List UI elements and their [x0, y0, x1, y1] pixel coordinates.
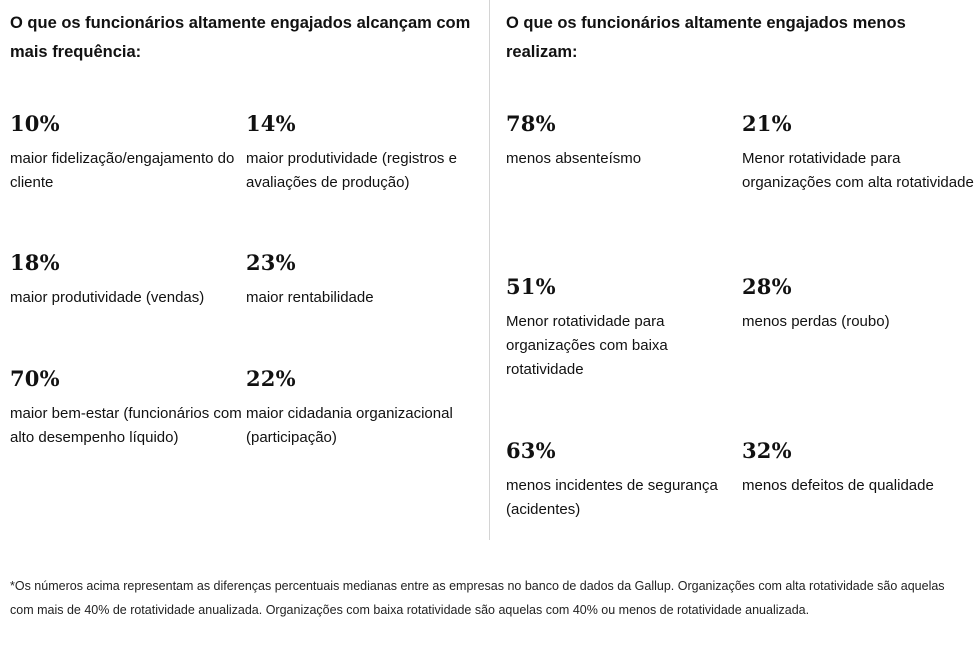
stat-description: maior produtividade (vendas): [10, 289, 205, 306]
stat-value: 22%: [246, 366, 296, 391]
stat-value: 23%: [246, 250, 296, 275]
stat-description: Menor rotatividade para organizações com alta rotatividade: [742, 150, 974, 191]
stat-value: 70%: [10, 366, 60, 391]
stat-value: 32%: [742, 438, 792, 463]
stat-block: [506, 112, 738, 171]
stat-block: [10, 251, 242, 310]
stat-block: [742, 439, 974, 498]
stat-value: 14%: [246, 111, 296, 136]
stat-block: [246, 112, 478, 195]
stat-block: [506, 439, 738, 522]
stat-block: [742, 275, 974, 334]
footnote: *Os números acima representam as diferenças percentuais medianas entre as empresas no banco de dados da Gallup. Organizações com alta rotatividade são aquelas com mais de 40% de rotatividade anualizada. Organizações com baixa rotatividade são aquelas com 40% ou menos de rotatividade anualizada.: [10, 579, 945, 617]
stat-description: maior fidelização/engajamento do cliente: [10, 150, 235, 191]
stat-value: 18%: [10, 250, 60, 275]
stat-value: 78%: [506, 111, 556, 136]
left-heading: O que os funcionários altamente engajados alcançam com mais frequência:: [10, 14, 471, 61]
stat-block: [742, 112, 974, 195]
stat-value: 63%: [506, 438, 556, 463]
stat-value: 10%: [10, 111, 60, 136]
stat-value: 28%: [742, 274, 792, 299]
stat-description: menos defeitos de qualidade: [742, 477, 934, 494]
stat-block: [246, 367, 478, 450]
stat-block: [246, 251, 478, 310]
stat-block: [506, 275, 738, 382]
stat-description: maior bem-estar (funcionários com alto desempenho líquido): [10, 405, 242, 446]
stat-description: maior rentabilidade: [246, 289, 374, 306]
stat-block: [10, 112, 242, 195]
stat-description: menos perdas (roubo): [742, 313, 890, 330]
stat-value: 51%: [506, 274, 556, 299]
stat-description: maior cidadania organizacional (participação): [246, 405, 453, 446]
stat-description: menos incidentes de segurança (acidentes): [506, 477, 718, 518]
column-divider: [489, 0, 490, 540]
right-heading: O que os funcionários altamente engajados menos realizam:: [506, 14, 906, 61]
stat-description: menos absenteísmo: [506, 150, 642, 167]
stat-block: [10, 367, 242, 450]
stat-description: maior produtividade (registros e avaliações de produção): [246, 150, 457, 191]
stat-value: 21%: [742, 111, 792, 136]
stat-description: Menor rotatividade para organizações com baixa rotatividade: [506, 313, 668, 378]
